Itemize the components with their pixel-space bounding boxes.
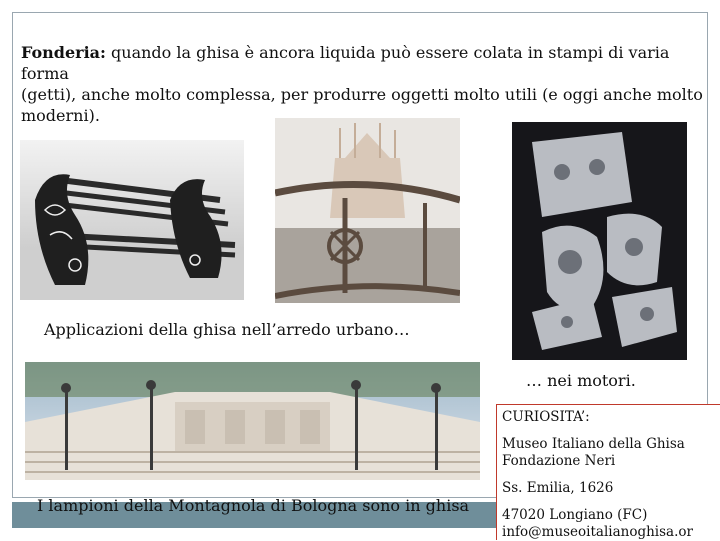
intro-text — [21, 42, 711, 126]
intro-line-3: moderni). — [21, 106, 100, 125]
intro-line-2: (getti), anche molto complessa, per produrre oggetti molto utili (e oggi anche molto — [21, 85, 703, 104]
caption-lamps: I lampioni della Montagnola di Bologna sono in ghisa — [37, 496, 470, 515]
bench-photo — [20, 140, 244, 300]
city-address: 47020 Longiano (FC) — [502, 507, 648, 523]
foundation-name: Fondazione Neri — [502, 453, 616, 469]
museum-name: Museo Italiano della Ghisa — [502, 436, 685, 452]
curiosita-box — [496, 404, 720, 540]
contact-email[interactable]: info@museoitalianoghisa.or — [502, 524, 693, 540]
street-address: Ss. Emilia, 1626 — [502, 480, 614, 496]
curiosita-heading: CURIOSITA’: — [502, 409, 590, 425]
duomo-railing-photo — [275, 118, 460, 303]
caption-engines: … nei motori. — [526, 371, 636, 390]
engine-parts-photo — [512, 122, 687, 360]
intro-title: Fonderia: — [21, 43, 106, 62]
intro-line-1: quando la ghisa è ancora liquida può essere colata in stampi di varia forma — [21, 43, 670, 83]
montagnola-photo — [25, 362, 480, 480]
caption-urban: Applicazioni della ghisa nell’arredo urbano… — [44, 320, 410, 339]
